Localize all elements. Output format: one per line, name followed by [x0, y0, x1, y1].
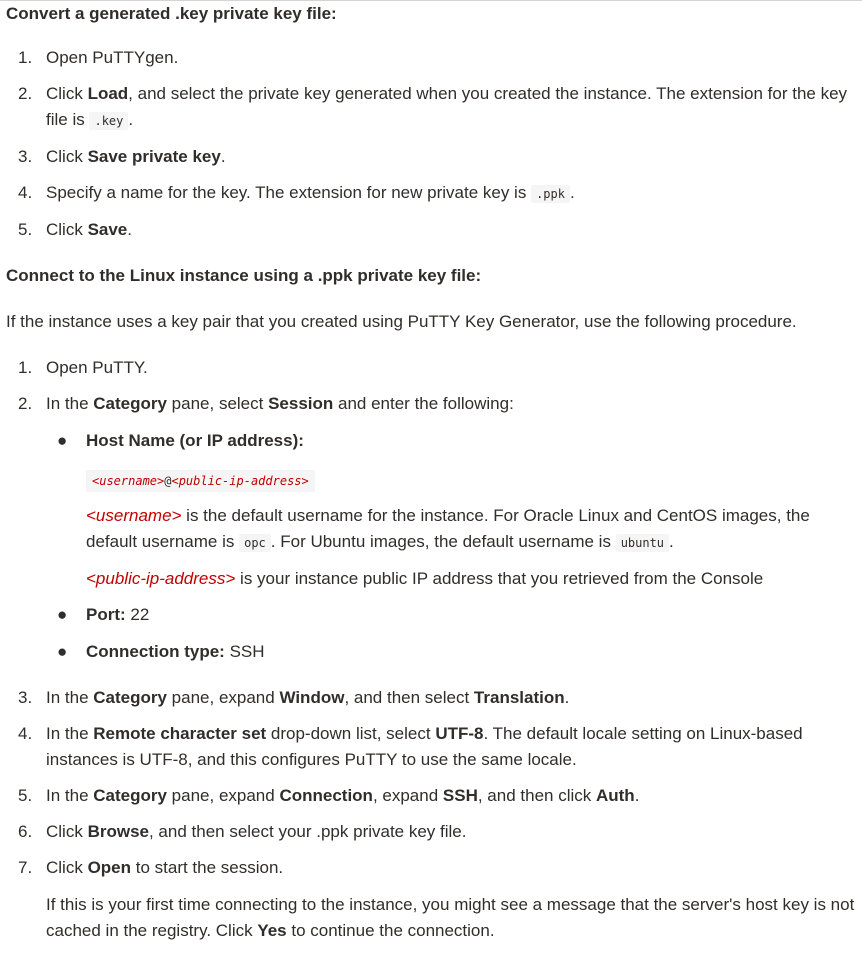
ubuntu-code: ubuntu: [616, 534, 669, 552]
convert-step-1: 1. Open PuTTYgen.: [18, 48, 179, 67]
convert-step-3: 3. Click Save private key.: [18, 147, 226, 166]
connect-step-2: 2. In the Category pane, select Session and enter the following: ● Host Name (or IP address): <username>@<public-ip-address> <username> is the default username for the instance. For Oracle Linux and CentOS images, the default username is opc . For Ubuntu images, the default username is ubuntu . <public-ip-address> is your instance public IP address that you retrieved from the Console ● Port: 22 ● Connection type: SSH: [6, 391, 856, 665]
section1-heading: Convert a generated .key private key file:: [6, 4, 337, 23]
connection-type-item: ● Connection type: SSH: [46, 639, 856, 665]
top-divider: [0, 0, 862, 1]
connect-steps-list: [6, 355, 856, 944]
connect-step-4: 4. In the Remote character set drop-down list, select UTF-8. The default locale setting on Linux-based instances is UTF-8, and this configures PuTTY to use the same locale.: [18, 724, 803, 769]
connect-step-5: 5. In the Category pane, expand Connection, expand SSH, and then click Auth.: [18, 786, 640, 805]
port-item: ● Port: 22: [46, 602, 856, 628]
bullet-icon: ●: [57, 642, 68, 661]
opc-code: opc: [239, 534, 271, 552]
connect-step-7: 7. Click Open to start the session. If this is your first time connecting to the instance, you might see a message that the server's host key is not cached in the registry. Click Yes to continue the connection.: [6, 855, 856, 944]
ppk-extension-code: .ppk: [531, 185, 570, 203]
session-fields-list: [46, 428, 856, 665]
convert-step-4: 4. Specify a name for the key. The extension for new private key is .ppk .: [18, 183, 575, 202]
section2-intro: If the instance uses a key pair that you created using PuTTY Key Generator, use the following procedure.: [6, 312, 797, 331]
section2-heading: Connect to the Linux instance using a .ppk private key file:: [6, 266, 482, 285]
key-extension-code: .key: [89, 112, 128, 130]
connect-step-3: 3. In the Category pane, expand Window, and then select Translation.: [18, 688, 570, 707]
bullet-icon: ●: [57, 431, 68, 450]
first-connection-note: If this is your first time connecting to the instance, you might see a message that the server's host key is not cached in the registry. Click Yes to continue the connection.: [46, 895, 855, 940]
ip-note: <public-ip-address> is your instance public IP address that you retrieved from the Console: [86, 569, 764, 588]
convert-steps-list: [6, 45, 856, 243]
connect-step-1: 1. Open PuTTY.: [18, 358, 148, 377]
bullet-icon: ●: [57, 605, 68, 624]
connect-step-6: 6. Click Browse, and then select your .ppk private key file.: [18, 822, 467, 841]
convert-step-2: 2. Click Load, and select the private key generated when you created the instance. The extension for the key file is .key .: [18, 84, 848, 129]
username-note: <username> is the default username for the instance. For Oracle Linux and CentOS images, the default username is opc . For Ubuntu images, the default username is ubuntu .: [86, 506, 810, 551]
host-code-block: <username>@<public-ip-address>: [86, 470, 315, 492]
host-name-item: ● Host Name (or IP address): <username>@<public-ip-address> <username> is the default username for the instance. For Oracle Linux and CentOS images, the default username is opc . For Ubuntu images, the default username is ubuntu . <public-ip-address> is your instance public IP address that you retrieved from the Console: [46, 428, 856, 592]
convert-step-5: 5. Click Save.: [18, 220, 132, 239]
